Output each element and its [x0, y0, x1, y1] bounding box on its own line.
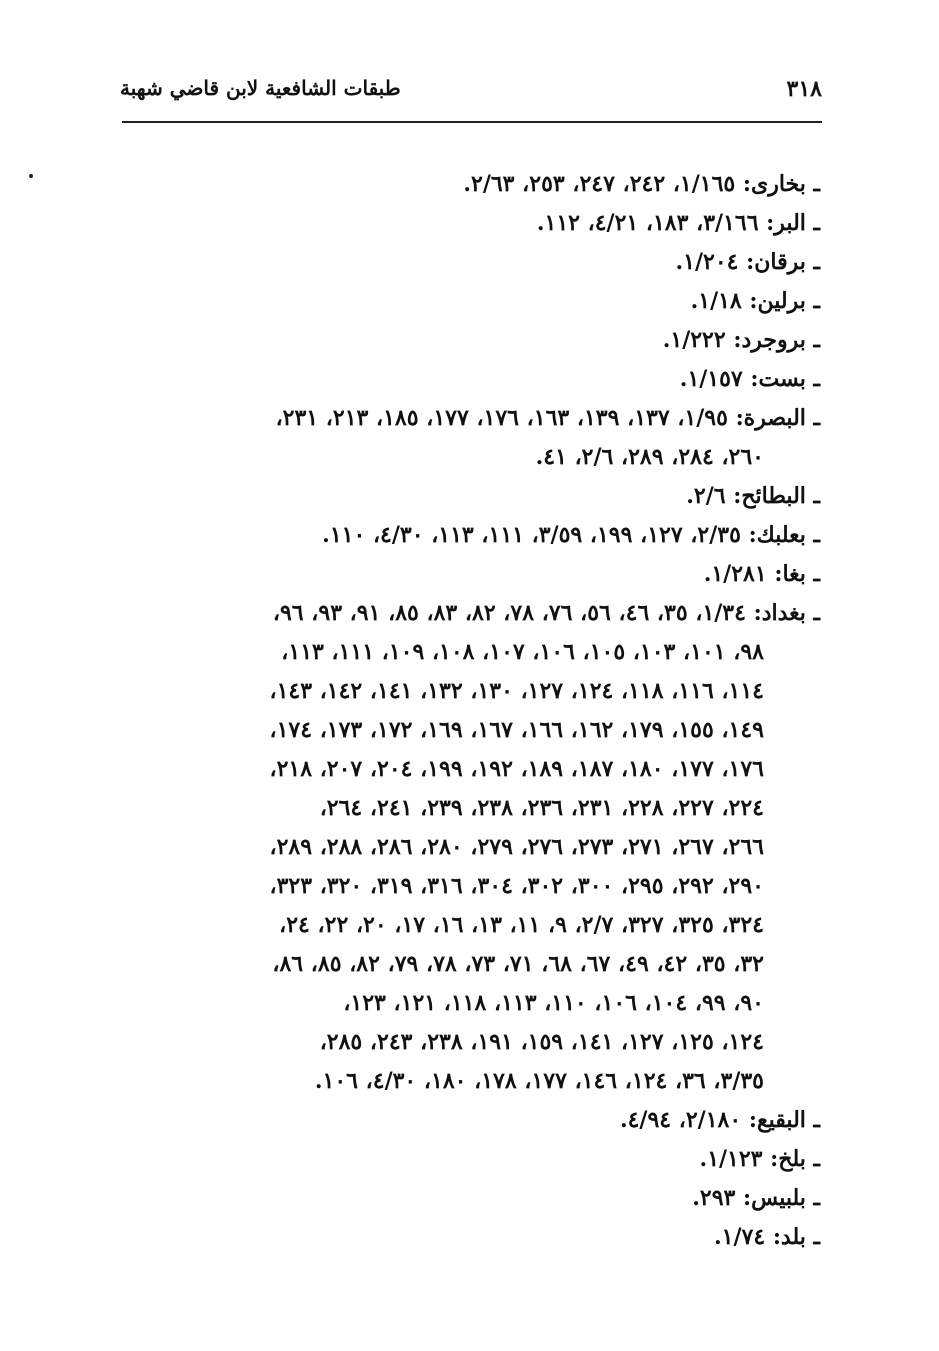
index-entry	[120, 516, 820, 555]
index-entry-line: ـ بست: ١/١٥٧.	[679, 366, 820, 392]
index-entry-continuation: ١١٤، ١١٦، ١١٨، ١٢٤، ١٢٧، ١٣٠، ١٣٢، ١٤١، ١٤٢، ١٤٣،	[269, 678, 764, 704]
index-entry	[120, 1140, 820, 1179]
index-entry	[120, 165, 820, 204]
index-entry	[120, 1101, 820, 1140]
index-entry	[120, 399, 820, 477]
index-entry-line: ـ برلين: ١/١٨.	[690, 288, 820, 314]
header-rule	[122, 121, 822, 123]
index-entry	[120, 243, 820, 282]
index-entry-line: ـ البصرة: ١/٩٥، ١٣٧، ١٣٩، ١٦٣، ١٧٦، ١٧٧، ١٨٥، ٢١٣، ٢٣١،	[275, 405, 820, 431]
index-entry	[120, 555, 820, 594]
index-entry-line: ـ بروجرد: ١/٢٢٢.	[662, 327, 820, 353]
margin-dot	[29, 174, 33, 178]
index-entry-continuation: ١٢٤، ١٢٥، ١٢٧، ١٤١، ١٥٩، ١٩١، ٢٣٨، ٢٤٣، ٢٨٥،	[319, 1029, 764, 1055]
index-entry-continuation: ٣٢٤، ٣٢٥، ٣٢٧، ٢/٧، ٩، ١١، ١٣، ١٦، ١٧، ٢٠، ٢٢، ٢٤،	[279, 912, 764, 938]
index-entry-continuation: ٩٠، ٩٩، ١٠٤، ١٠٦، ١١٠، ١١٣، ١١٨، ١٢١، ١٢٣،	[343, 990, 764, 1016]
index-entry-line: ـ بعلبك: ٢/٣٥، ١٢٧، ١٩٩، ٣/٥٩، ١١١، ١١٣، ٤/٣٠، ١١٠.	[322, 522, 820, 548]
index-entry-line: ـ بلبيس: ٢٩٣.	[692, 1185, 820, 1211]
index-entry-continuation: ٢٦٠، ٢٨٤، ٢٨٩، ٢/٦، ٤١.	[535, 444, 764, 470]
index-entry-line: ـ بلخ: ١/١٢٣.	[699, 1146, 820, 1172]
index-entry	[120, 1179, 820, 1218]
index-entry	[120, 360, 820, 399]
index-entry-line: ـ البطائح: ٢/٦.	[686, 483, 820, 509]
page-number: ٣١٨	[786, 76, 822, 102]
index-entry-continuation: ١٧٦، ١٧٧، ١٨٠، ١٨٧، ١٨٩، ١٩٢، ١٩٩، ٢٠٤، ٢٠٧، ٢١٨،	[269, 756, 764, 782]
index-entry	[120, 321, 820, 360]
index-entry-continuation: ١٤٩، ١٥٥، ١٧٩، ١٦٢، ١٦٦، ١٦٧، ١٦٩، ١٧٢، ١٧٣، ١٧٤،	[269, 717, 764, 743]
index-entry-continuation: ٢٩٠، ٢٩٢، ٢٩٥، ٣٠٠، ٣٠٢، ٣٠٤، ٣١٦، ٣١٩، ٣٢٠، ٣٢٣،	[269, 873, 764, 899]
index-entry-line: ـ بغا: ١/٢٨١.	[703, 561, 820, 587]
running-title: طبقات الشافعية لابن قاضي شهبة	[120, 76, 401, 100]
index-entry-line: ـ البقيع: ٢/١٨٠، ٤/٩٤.	[619, 1107, 820, 1133]
index-entry-line: ـ بخارى: ١/١٦٥، ٢٤٢، ٢٤٧، ٢٥٣، ٢/٦٣.	[463, 171, 820, 197]
index-entry-continuation: ٢٦٦، ٢٦٧، ٢٧١، ٢٧٣، ٢٧٦، ٢٧٩، ٢٨٠، ٢٨٦، ٢٨٨، ٢٨٩،	[269, 834, 764, 860]
index-entry-continuation: ٣/٣٥، ٣٦، ١٢٤، ١٤٦، ١٧٧، ١٧٨، ١٨٠، ٤/٣٠، ١٠٦.	[314, 1068, 764, 1094]
index-entry	[120, 282, 820, 321]
index-entry-line: ـ برقان: ١/٢٠٤.	[675, 249, 820, 275]
index-entry-line: ـ بغداد: ١/٣٤، ٣٥، ٤٦، ٥٦، ٧٦، ٧٨، ٨٢، ٨٣، ٨٥، ٩١، ٩٣، ٩٦،	[272, 600, 820, 626]
index-entry	[120, 1218, 820, 1257]
index-entry	[120, 477, 820, 516]
index-entry-line: ـ البر: ٣/١٦٦، ١٨٣، ٤/٢١، ١١٢.	[536, 210, 820, 236]
index-entry-continuation: ٣٢، ٣٥، ٤٢، ٤٩، ٦٧، ٦٨، ٧١، ٧٣، ٧٨، ٧٩، ٨٢، ٨٥، ٨٦،	[272, 951, 764, 977]
index-entry-continuation: ٩٨، ١٠١، ١٠٣، ١٠٥، ١٠٦، ١٠٧، ١٠٨، ١٠٩، ١١١، ١١٣،	[281, 639, 764, 665]
place-index-list	[120, 165, 820, 1257]
index-entry	[120, 594, 820, 1101]
page-header	[120, 72, 822, 108]
index-entry	[120, 204, 820, 243]
index-entry-continuation: ٢٢٤، ٢٢٧، ٢٢٨، ٢٣١، ٢٣٦، ٢٣٨، ٢٣٩، ٢٤١، ٢٦٤،	[319, 795, 764, 821]
index-entry-line: ـ بلد: ١/٧٤.	[714, 1224, 820, 1250]
